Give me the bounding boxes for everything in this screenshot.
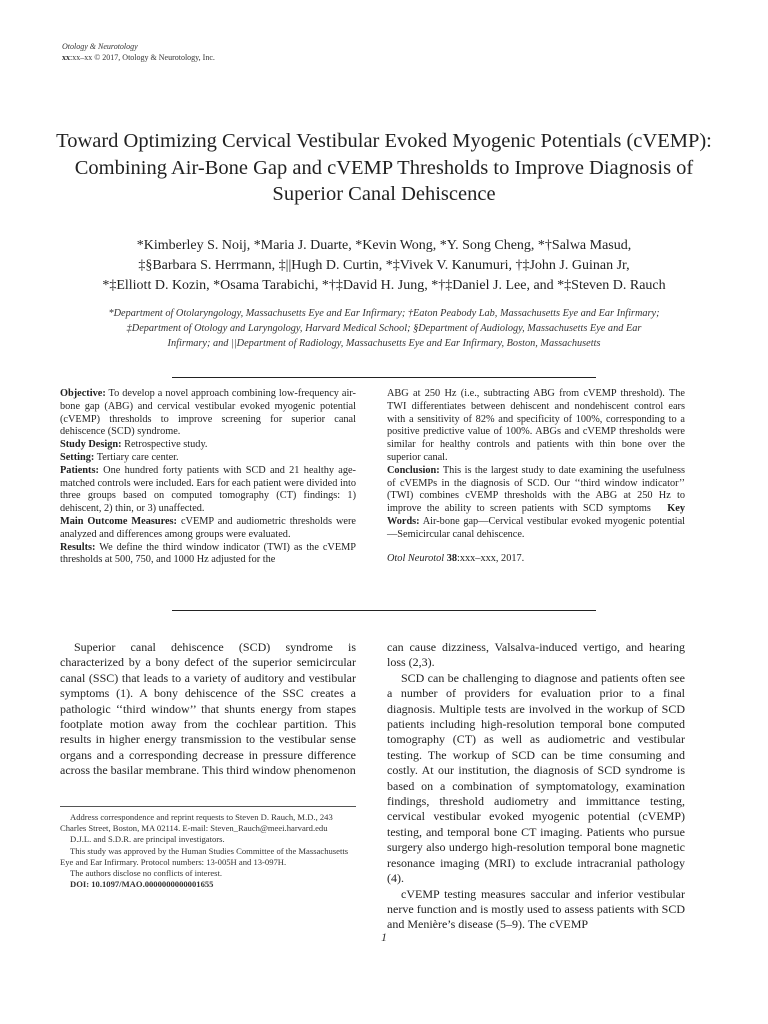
abstract-text: Tertiary care center.: [94, 451, 179, 463]
abstract-text: Air-bone gap—Cervical vestibular evoked myogenic potential—Semicircular canal dehiscence.: [387, 515, 685, 540]
affiliation-line: ‡Department of Otology and Laryngology, Harvard Medical School; §Department of Audiology, Massachusetts Eye and Ear: [126, 323, 642, 334]
abstract-label: Patients:: [60, 464, 99, 476]
footnote-correspondence: Address correspondence and reprint requests to Steven D. Rauch, M.D., 243 Charles Street, Boston, MA 02114. E-mail: Steven_Rauch@meei.harvard.edu: [60, 812, 333, 834]
footnote-approval: This study was approved by the Human Studies Committee of the Massachusetts Eye and Ear Infirmary. Protocol numbers: 13-005H and 13-097H.: [60, 845, 349, 867]
abstract-objective: [60, 388, 356, 439]
abstract-bottom-rule: [172, 610, 596, 611]
body-paragraph: cVEMP testing measures saccular and inferior vestibular nerve function and is mostly used to assess patients with SCD and Menière’s disease (5–9). The cVEMP: [387, 886, 685, 932]
body-paragraph: SCD can be challenging to diagnose and patients often see a number of providers for evaluation prior to a final diagnosis. Multiple tests are involved in the workup of SCD patients including high-resolution temporal bone computed tomography (CT) as well as audiometric and vestibular testing. The workup of SCD can be time consuming and costly. At our institution, the diagnosis of SCD syndrome is based on a combination of symptomatology, examination findings, threshold audiometry and immittance testing, cervical vestibular evoked myogenic potential (cVEMP) testing, and temporal bone CT imaging. Patients who pursue surgery also undergo high-resolution temporal bone magnetic resonance imaging (MRI) to exclude intracranial pathology (4).: [387, 670, 685, 886]
abstract-patients: [60, 465, 356, 516]
journal-pages: [62, 52, 215, 63]
abstract-label: Study Design:: [60, 439, 122, 451]
journal-pages-bold: xx: [62, 53, 70, 62]
footnote-conflicts: The authors disclose no conflicts of interest.: [70, 868, 223, 879]
body-paragraph: Superior canal dehiscence (SCD) syndrome is characterized by a bony defect of the superior semicircular canal (SSC) that leads to a variety of auditory and vestibular symptoms (1). A bony dehiscence of the SSC creates a pathologic ‘‘third window’’ that shunts energy from stapes footplate motion away from the cochlear partition. This results in higher energy transmission to the vestibular sense organs and a corresponding decrease in pressure difference across the basilar membrane. This third window phenomenon: [60, 640, 356, 778]
body-paragraph: can cause dizziness, Valsalva-induced vertigo, and hearing loss (2,3).: [387, 640, 685, 670]
footnote-principal: D.J.L. and S.D.R. are principal investigators.: [70, 834, 225, 845]
journal-pages-rest: :xx–xx © 2017, Otology & Neurotology, Inc.: [70, 53, 215, 62]
abstract-citation: [387, 553, 685, 566]
abstract-label: Objective:: [60, 388, 106, 399]
author-list: [40, 236, 728, 296]
footnote-rule: [60, 806, 356, 807]
abstract-text: One hundred forty patients with SCD and 21 healthy age-matched controls were included. Ears for each patient were divided into three groups based on computed tomography (CT) findings: 1) dehiscent, 2) thin, or 3) unaffected.: [60, 464, 356, 515]
author-line: *‡Elliott D. Kozin, *Osama Tarabichi, *†‡David H. Jung, *†‡Daniel J. Lee, and *‡Steven D. Rauch: [102, 278, 666, 293]
body-left-column: [60, 640, 356, 779]
abstract-results: [60, 542, 356, 568]
body-right-column: [387, 640, 685, 933]
author-line: ‡§Barbara S. Herrmann, ‡||Hugh D. Curtin, *‡Vivek V. Kanumuri, †‡John J. Guinan Jr,: [138, 258, 630, 273]
citation-rest: :xxx–xxx, 2017.: [457, 552, 525, 564]
abstract-right-column: [387, 388, 685, 565]
affiliations: [40, 306, 728, 351]
footnotes: [60, 812, 356, 890]
abstract-text: Retrospective study.: [121, 439, 208, 451]
abstract-conclusion: [387, 465, 685, 542]
journal-name: Otology & Neurotology: [62, 42, 138, 51]
abstract-results-continued: ABG at 250 Hz (i.e., subtracting ABG from cVEMP threshold). The TWI differentiates between dehiscent and nondehiscent control ears with a sensitivity of 82% and specificity of 100%, corresponding to a positive predictive value of 100%. ABGs and cVEMP thresholds were similar for healthy controls and patients with thin bone over the superior canal.: [387, 388, 685, 463]
abstract-label: Results:: [60, 541, 96, 553]
abstract-text: To develop a novel approach combining low-frequency air-bone gap (ABG) and cervical vestibular evoked myogenic potential (cVEMP) thresholds to improve screening for superior canal dehiscence (SCD) syndrome.: [60, 388, 356, 438]
abstract-label: Setting:: [60, 451, 95, 463]
abstract-text: This is the largest study to date examining the usefulness of cVEMPs in the diagnosis of SCD. Our ‘‘third window indicator’’ (TWI) combines cVEMP thresholds with the ABG at 250 Hz to improve the ability to screen patients with SCD symptoms: [387, 464, 685, 515]
abstract-top-rule: [172, 377, 596, 378]
page-number: 1: [381, 930, 387, 944]
citation-volume: 38: [446, 552, 457, 564]
citation-journal: Otol Neurotol: [387, 552, 445, 564]
footnote-doi: DOI: 10.1097/MAO.0000000000001655: [70, 879, 214, 890]
abstract-setting: [60, 452, 356, 465]
journal-header: [62, 41, 215, 63]
abstract-left-column: [60, 388, 356, 567]
abstract-outcome: [60, 516, 356, 542]
abstract-label: Key Words:: [387, 503, 685, 527]
abstract-label: Main Outcome Measures:: [60, 515, 177, 527]
abstract-label: Conclusion:: [387, 464, 440, 476]
author-line: *Kimberley S. Noij, *Maria J. Duarte, *Kevin Wong, *Y. Song Cheng, *†Salwa Masud,: [136, 238, 632, 253]
affiliation-line: *Department of Otolaryngology, Massachusetts Eye and Ear Infirmary; †Eaton Peabody Lab, Massachusetts Eye and Ear Infirmary;: [108, 308, 660, 319]
abstract-text: cVEMP and audiometric thresholds were analyzed and differences among groups were evaluated.: [60, 515, 356, 540]
article-title: Toward Optimizing Cervical Vestibular Evoked Myogenic Potentials (cVEMP): Combining Air-Bone Gap and cVEMP Thresholds to Improve Diagnosis of Superior Canal Dehiscence: [56, 130, 712, 205]
abstract-text: We define the third window indicator (TWI) as the cVEMP thresholds at 500, 750, and 1000 Hz adjusted for the: [60, 541, 356, 566]
affiliation-line: Infirmary; and ||Department of Radiology, Massachusetts Eye and Ear Infirmary, Boston, Massachusetts: [167, 338, 601, 349]
abstract-design: [60, 439, 356, 452]
